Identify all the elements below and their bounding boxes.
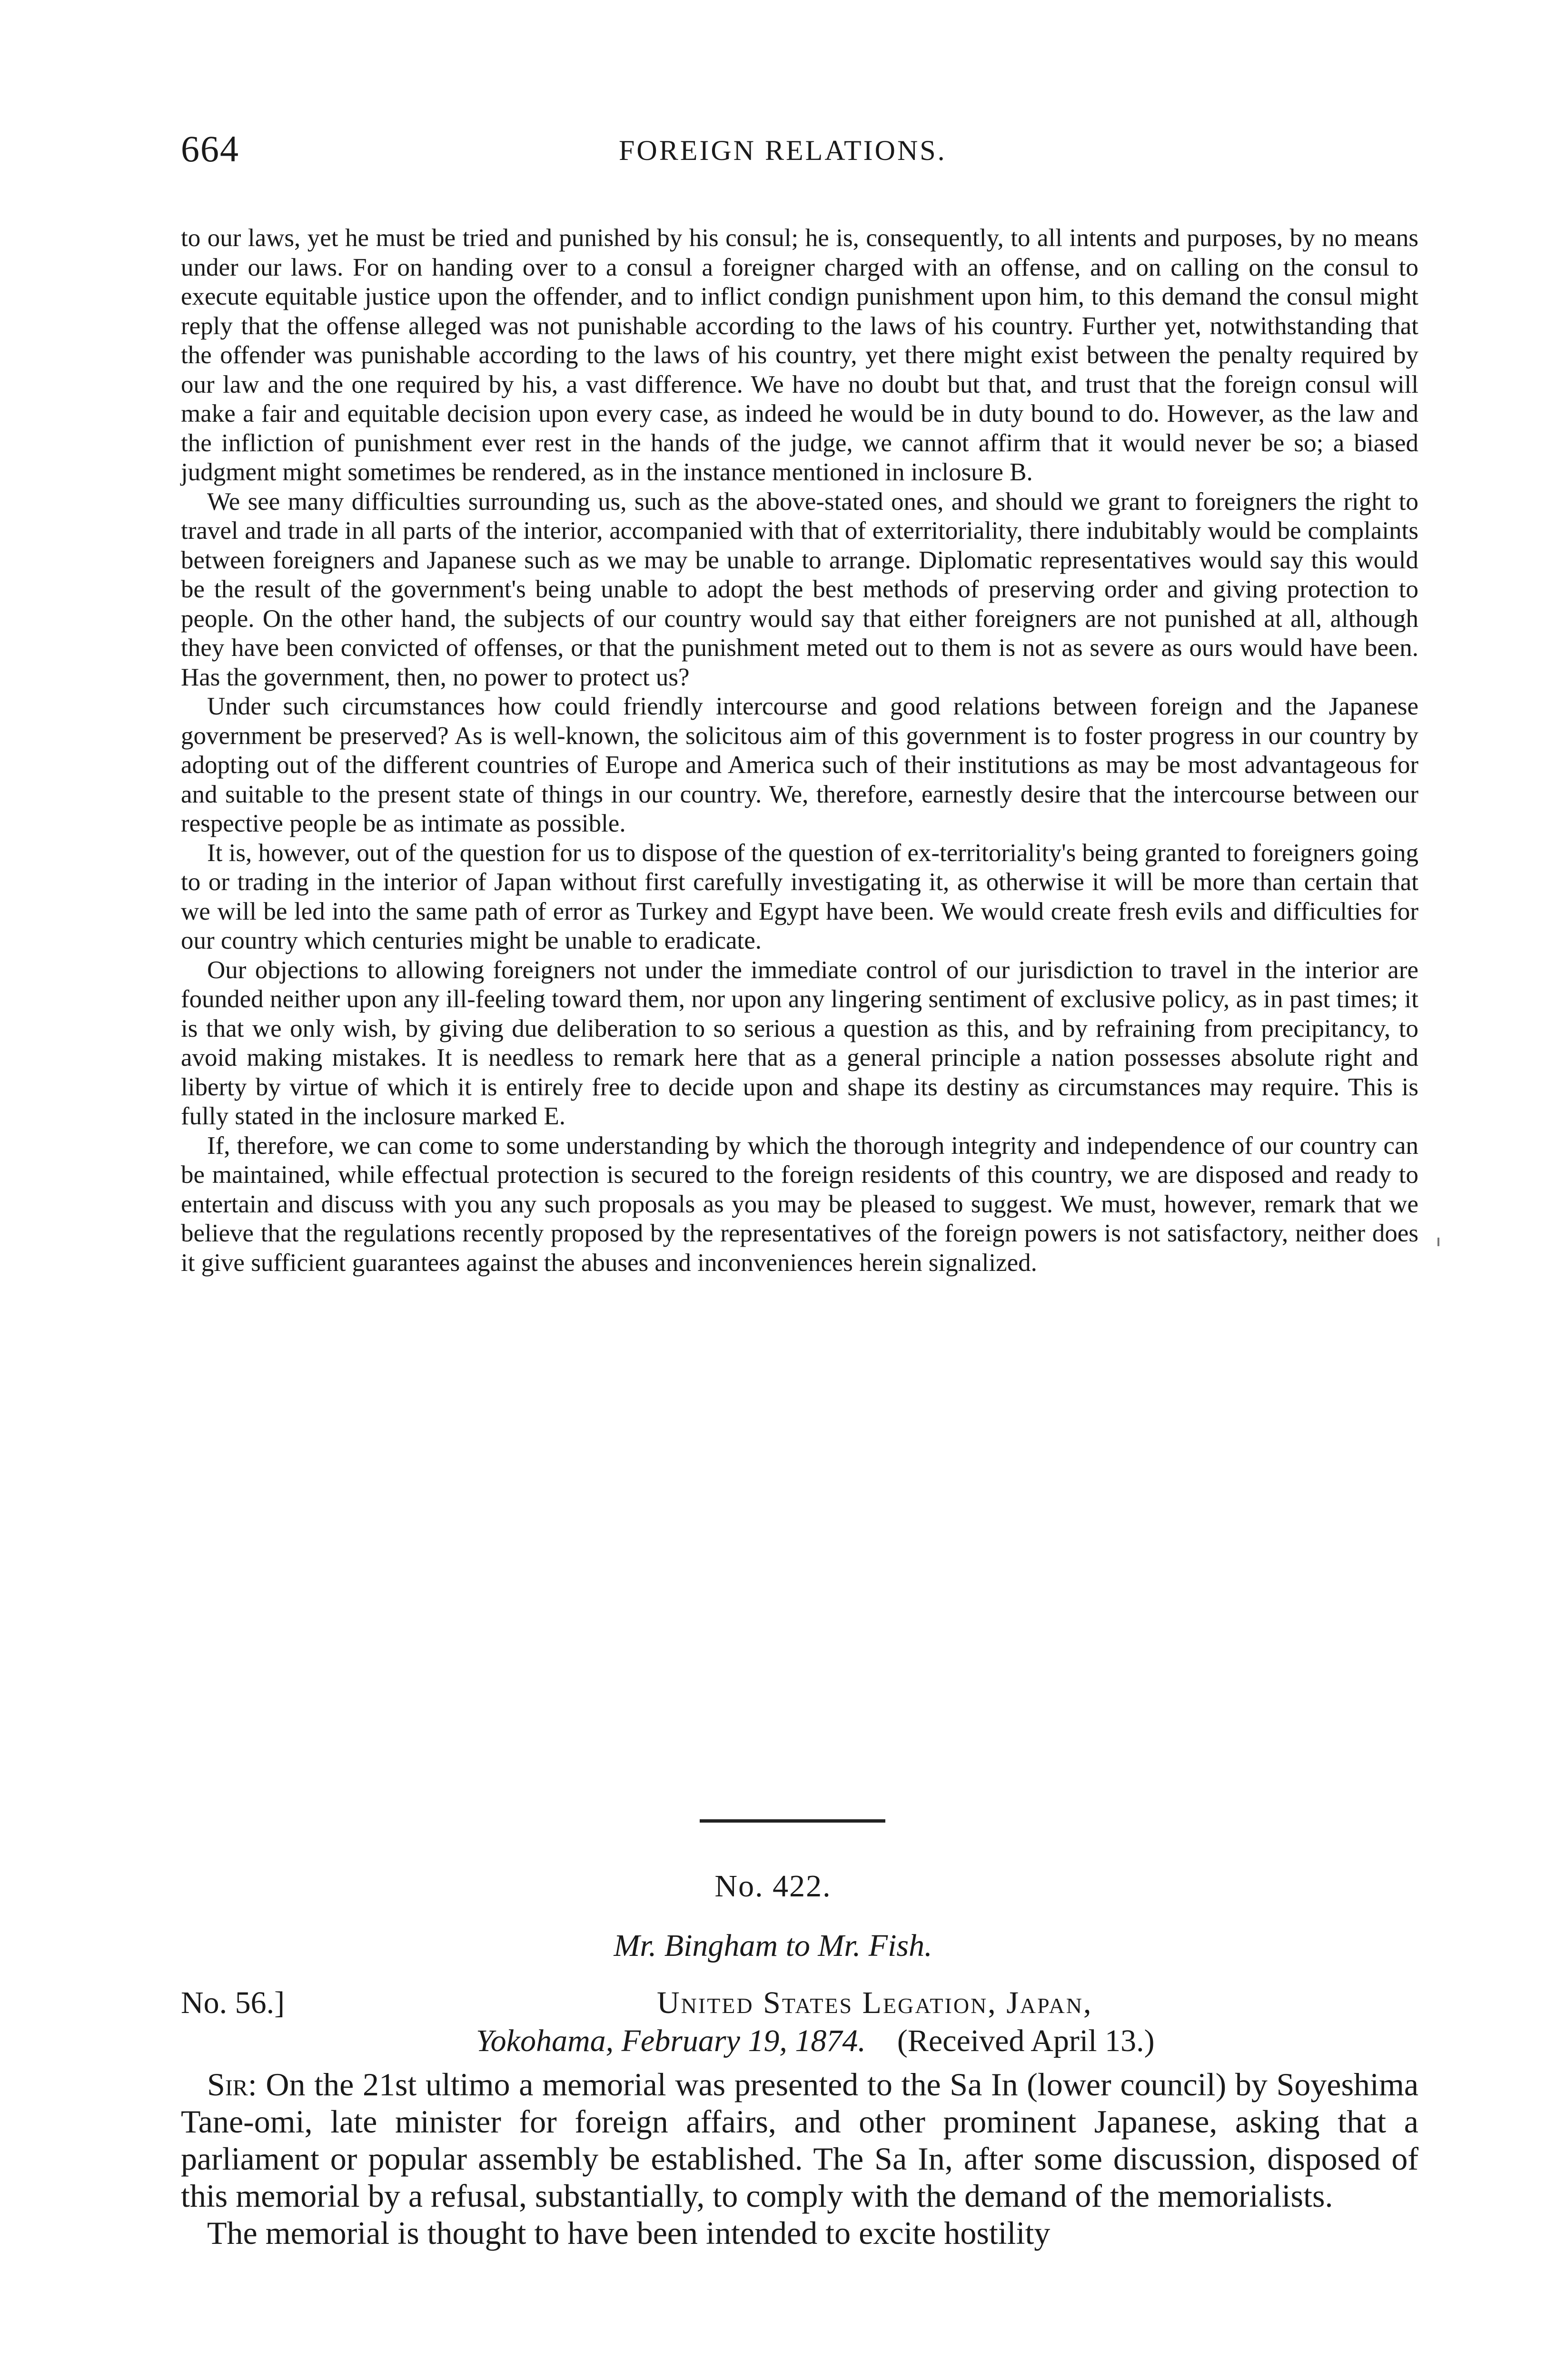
paragraph-difficulties: We see many difficulties surrounding us, such as the above-stated ones, and should we grant to foreigners the right to travel and trade in all parts of the interior, accompanied with that of exterritoriality, there indubitably would be complaints between foreigners and Japanese such as we may be unable to arrange. Diplomatic representatives would say this would be the result of the government's being unable to adopt the best methods of preserving order and giving protection to people. On the other hand, the subjects of our country would say that either foreigners are not punished at all, although they have been convicted of offenses, or that the punishment meted out to them is not as severe as ours would have been. Has the government, then, no power to protect us? xyxy=(181,487,1418,691)
legation-line: United States Legation, Japan, xyxy=(657,1985,1093,2020)
letter-paragraph-2: The memorial is thought to have been intended to excite hostility xyxy=(207,2215,1050,2251)
received-date: (Received April 13.) xyxy=(897,2023,1155,2058)
paragraph-continuation: to our laws, yet he must be tried and punished by his consul; he is, consequently, to all intents and purposes, by no means under our laws. For on handing over to a consul a foreigner charged with an offense, and on calling on the consul to execute equitable justice upon the offender, and to inflict condign punishment upon him, to this demand the consul might reply that the offense alleged was not punishable according to the laws of his country. Further yet, notwithstanding that the offender was punishable according to the laws of his country, yet there might exist between the penalty required by our law and the one required by his, a vast difference. We have no doubt but that, and trust that the foreign consul will make a fair and equitable decision upon every case, as indeed he would be in duty bound to do. However, as the law and the infliction of punishment ever rest in the hands of the judge, we cannot affirm that it would never be so; a biased judgment might sometimes be rendered, as in the instance mentioned in inclosure B. xyxy=(181,224,1418,486)
letter-body xyxy=(181,2066,1418,2251)
paragraph-intercourse: Under such circumstances how could friendly intercourse and good relations between foreign and the Japanese government be preserved? As is well-known, the solicitous aim of this government is to foster progress in our country by adopting out of the different countries of Europe and America such of their institutions as may be most advantageous for and suitable to the present state of things in our country. We, therefore, earnestly desire that the intercourse between our respective people be as intimate as possible. xyxy=(181,693,1418,837)
dispatch-number: No. 56.] xyxy=(181,1985,285,2020)
dateline xyxy=(476,2023,1155,2059)
page-number: 664 xyxy=(181,128,239,169)
running-head: FOREIGN RELATIONS. xyxy=(619,135,947,166)
place-date: Yokohama, February 19, 1874. xyxy=(476,2023,866,2058)
letter-paragraph-1-text: On the 21st ultimo a memorial was presented to the Sa In (lower council) by Soyeshima Tane-omi, late minister for foreign affairs, and other prominent Japanese, asking that a parliament or popular assembly be established. The Sa In, after some discussion, disposed of this memorial by a refusal, substantially, to comply with the demand of the memorialists. xyxy=(181,2066,1419,2214)
margin-mark xyxy=(1437,1238,1439,1246)
document-heading: Mr. Bingham to Mr. Fish. xyxy=(614,1928,932,1963)
paragraph-objections: Our objections to allowing foreigners not under the immediate control of our jurisdiction to travel in the interior are founded neither upon any ill-feeling toward them, nor upon any lingering sentiment of exclusive policy, as in past times; it is that we only wish, by giving due deliberation to so serious a question as this, and by refraining from precipitancy, to avoid making mistakes. It is needless to remark here that as a general principle a nation possesses absolute right and liberty by virtue of which it is entirely free to decide upon and shape its destiny as circumstances may require. This is fully stated in the inclosure marked E. xyxy=(181,956,1418,1130)
spacer xyxy=(873,2023,889,2058)
document-number: No. 422. xyxy=(714,1869,832,1904)
paragraph-exterritoriality: It is, however, out of the question for us to dispose of the question of ex-territoriality's being granted to foreigners going to or trading in the interior of Japan without first carefully investigating it, as otherwise it will be more than certain that we will be led into the same path of error as Turkey and Egypt have been. We would create fresh evils and difficulties for our country which centuries might be unable to eradicate. xyxy=(181,839,1418,954)
letter-paragraph-1 xyxy=(181,2066,1418,2214)
paragraph-proposals: If, therefore, we can come to some understanding by which the thorough integrity and independence of our country can be maintained, while effectual protection is secured to the foreign residents of this country, we are disposed and ready to entertain and discuss with you any such proposals as you may be pleased to suggest. We must, however, remark that we believe that the regulations recently proposed by the representatives of the foreign powers is not satisfactory, neither does it give sufficient guarantees against the abuses and inconveniences herein signalized. xyxy=(181,1131,1418,1277)
salutation: Sir: xyxy=(207,2066,257,2102)
section-divider xyxy=(700,1819,885,1823)
previous-document-body xyxy=(181,224,1418,1278)
